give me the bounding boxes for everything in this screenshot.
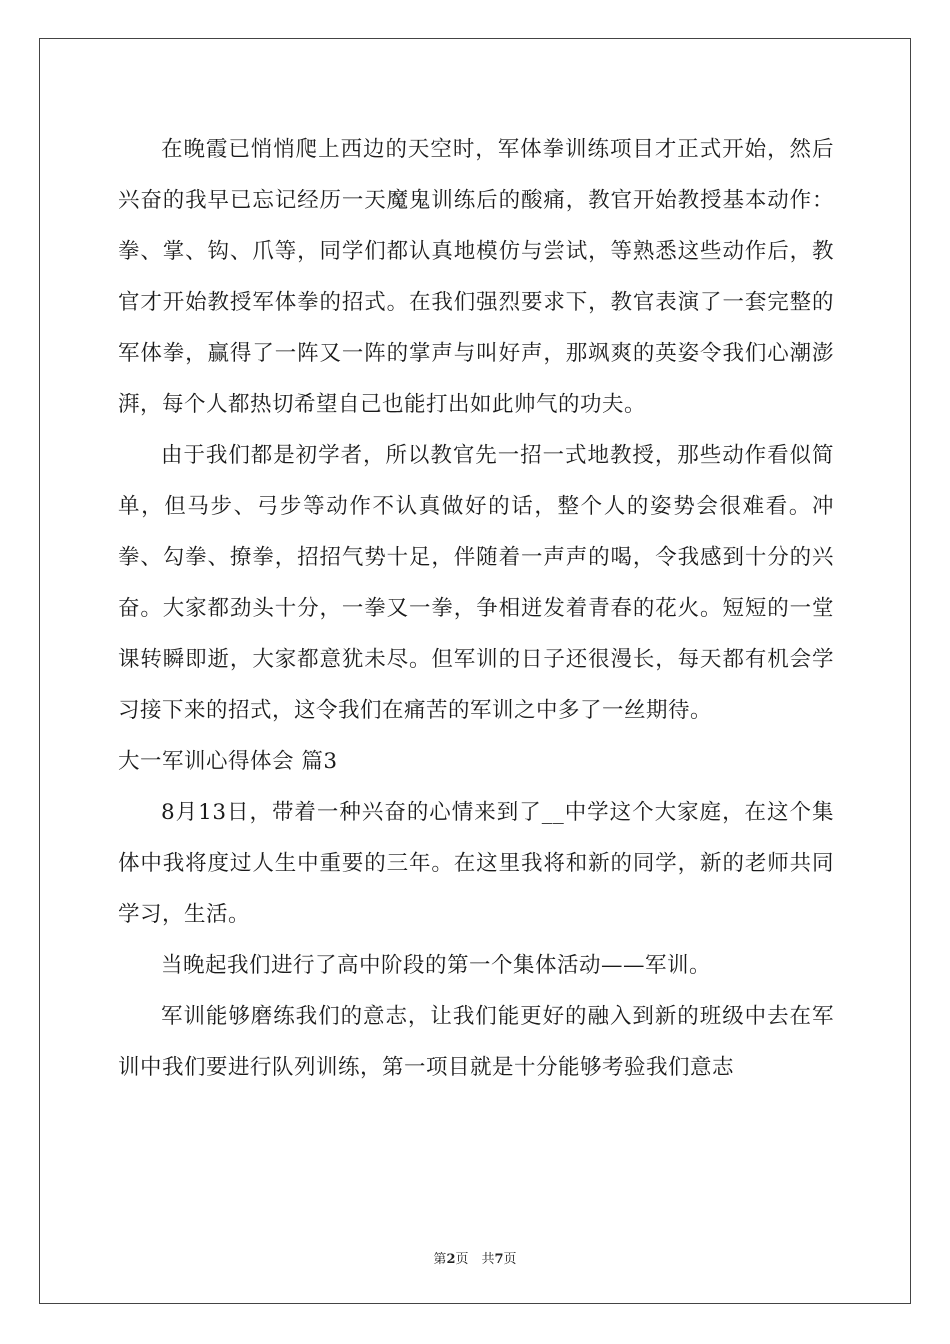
- section-heading: 大一军训心得体会 篇3: [118, 749, 338, 774]
- paragraph-3: 8月13日，带着一种兴奋的心情来到了__中学这个大家庭，在这个集体中我将度过人生中重要的三年。在这里我将和新的同学，新的老师共同学习，生活。: [118, 800, 834, 927]
- footer-current-page: 2: [446, 1252, 456, 1267]
- footer-prefix: 第: [433, 1252, 447, 1267]
- document-body: [118, 124, 834, 1093]
- page-number-footer: [0, 1248, 950, 1267]
- footer-suffix: 页: [503, 1252, 517, 1267]
- paragraph-5: 军训能够磨练我们的意志，让我们能更好的融入到新的班级中去在军训中我们要进行队列训练，第一项目就是十分能够考验我们意志: [118, 1004, 834, 1080]
- footer-total-pages: 7: [494, 1252, 504, 1267]
- paragraph-1: 在晚霞已悄悄爬上西边的天空时，军体拳训练项目才正式开始，然后兴奋的我早已忘记经历一天魔鬼训练后的酸痛，教官开始教授基本动作：拳、掌、钩、爪等，同学们都认真地模仿与尝试，等熟悉这些动作后，教官才开始教授军体拳的招式。在我们强烈要求下，教官表演了一套完整的军体拳，赢得了一阵又一阵的掌声与叫好声，那飒爽的英姿令我们心潮澎湃，每个人都热切希望自己也能打出如此帅气的功夫。: [118, 137, 834, 417]
- paragraph-2: 由于我们都是初学者，所以教官先一招一式地教授，那些动作看似简单，但马步、弓步等动作不认真做好的话，整个人的姿势会很难看。冲拳、勾拳、撩拳，招招气势十足，伴随着一声声的喝，令我感到十分的兴奋。大家都劲头十分，一拳又一拳，争相迸发着青春的花火。短短的一堂课转瞬即逝，大家都意犹未尽。但军训的日子还很漫长，每天都有机会学习接下来的招式，这令我们在痛苦的军训之中多了一丝期待。: [118, 443, 834, 723]
- paragraph-4: 当晚起我们进行了高中阶段的第一个集体活动——军训。: [161, 953, 712, 978]
- footer-mid: 页 共: [455, 1252, 495, 1267]
